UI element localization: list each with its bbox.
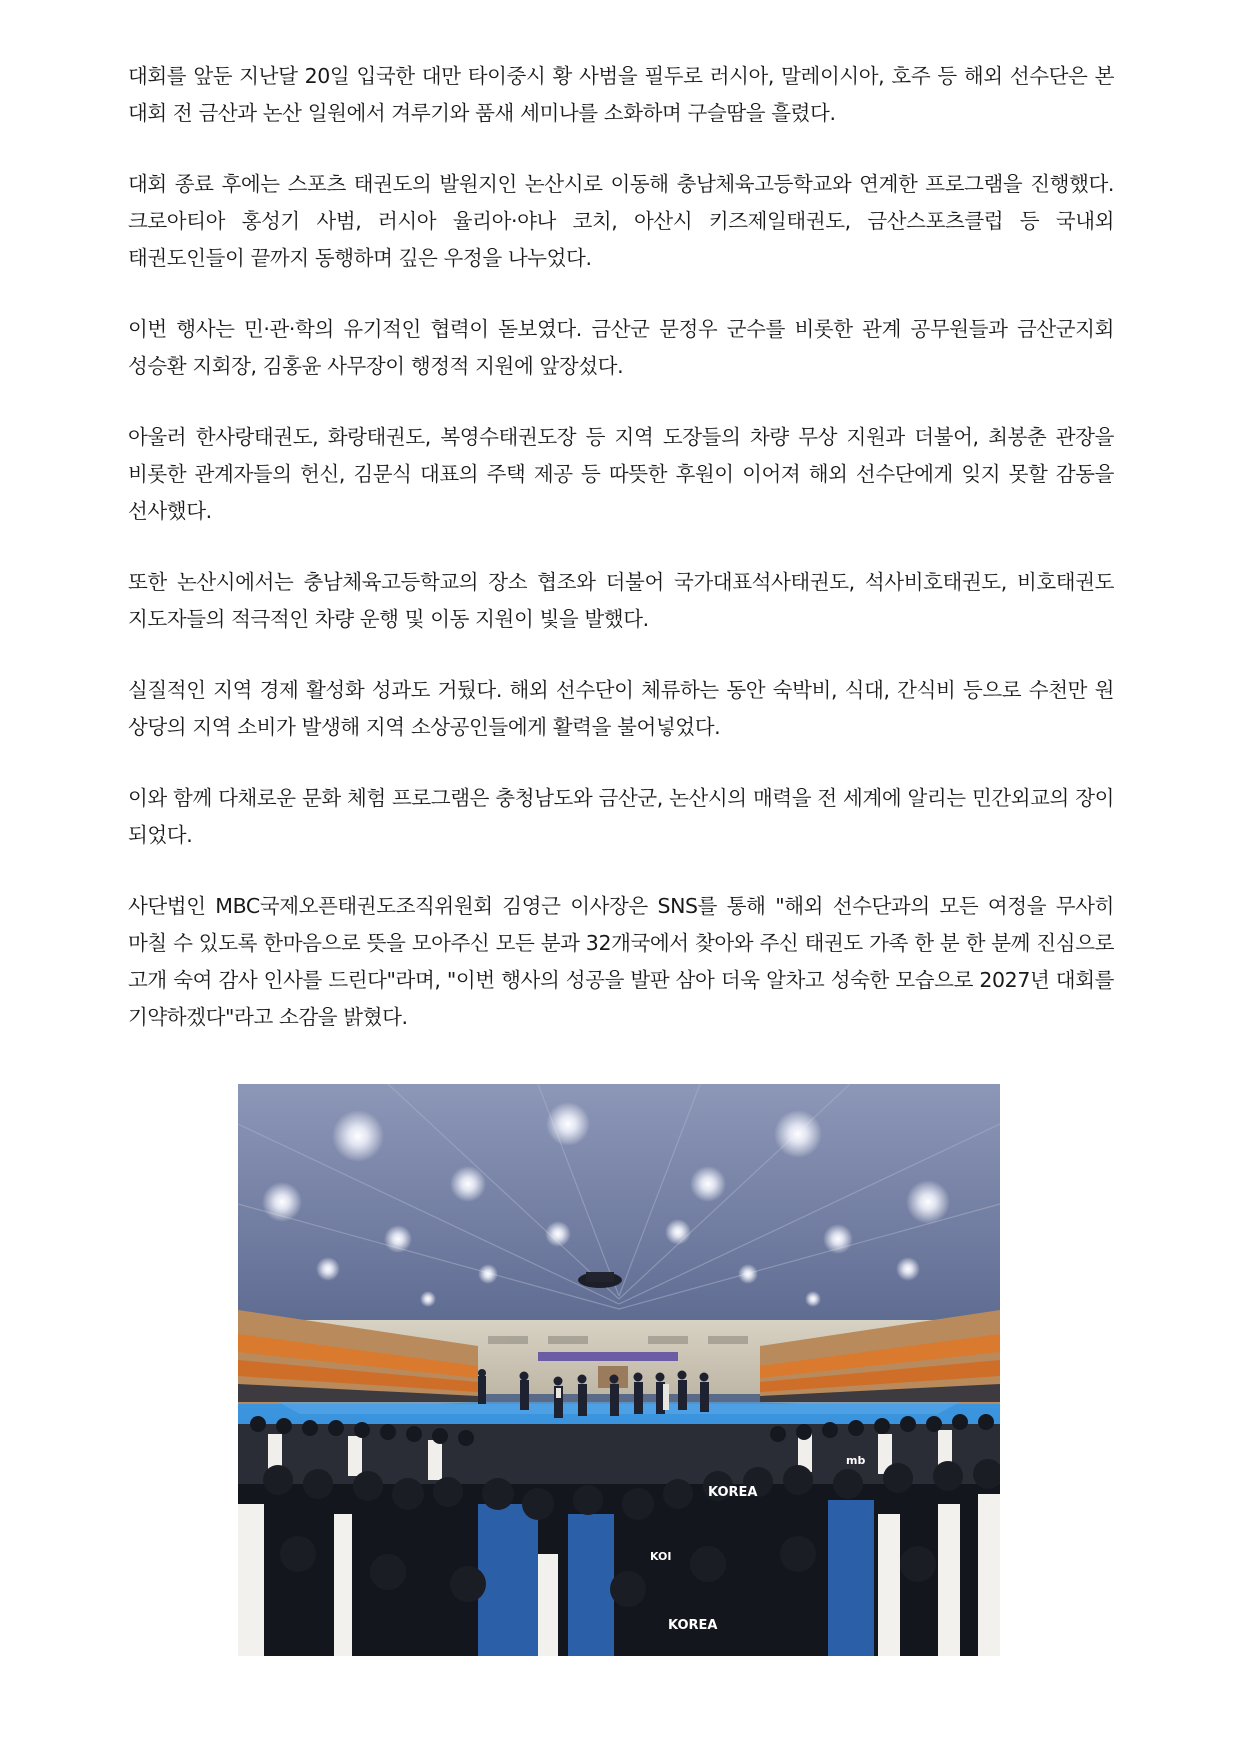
paragraph-8: 사단법인 MBC국제오픈태권도조직위원회 김영근 이사장은 SNS를 통해 "해외 선수단과의 모든 여정을 무사히 마칠 수 있도록 한마음으로 뜻을 모아주신 모든 분과 32개국에서 찾아와 주신 태권도 가족 한 분 한 분께 진심으로 고개 숙여 감사 인사를 드린다"라며, "이번 행사의 성공을 발판 삼아 더욱 알차고 성숙한 모습으로 2027년 대회를 기약하겠다"라고 소감을 밝혔다. (128, 894, 1114, 1029)
jersey-text-2: KOREA (668, 1618, 718, 1633)
article-body (128, 58, 1114, 1070)
gymnasium-photo (238, 1084, 1000, 1656)
paragraph-7: 이와 함께 다채로운 문화 체험 프로그램은 충청남도와 금산군, 논산시의 매력을 전 세계에 알리는 민간외교의 장이 되었다. (128, 786, 1115, 847)
wall-banner (538, 1352, 678, 1361)
paragraph-4: 아울러 한사랑태권도, 화랑태권도, 복영수태권도장 등 지역 도장들의 차량 무상 지원과 더불어, 최봉춘 관장을 비롯한 관계자들의 헌신, 김문식 대표의 주택 제공 등 따뜻한 후원이 이어져 해외 선수단에게 잊지 못할 감동을 선사했다. (128, 425, 1114, 523)
paragraph-2: 대회 종료 후에는 스포츠 태권도의 발원지인 논산시로 이동해 충남체육고등학교와 연계한 프로그램을 진행했다. 크로아티아 홍성기 사범, 러시아 율리아·야나 코치, 아산시 키즈제일태권도, 금산스포츠클럽 등 국내외 태권도인들이 끝까지 동행하며 깊은 우정을 나누었다. (128, 172, 1114, 270)
paragraph-5: 또한 논산시에서는 충남체육고등학교의 장소 협조와 더불어 국가대표석사태권도, 석사비호태권도, 비호태권도 지도자들의 적극적인 차량 운행 및 이동 지원이 빛을 발했다. (128, 570, 1114, 631)
paragraph-1: 대회를 앞둔 지난달 20일 입국한 대만 타이중시 황 사범을 필두로 러시아, 말레이시아, 호주 등 해외 선수단은 본 대회 전 금산과 논산 일원에서 겨루기와 품새 세미나를 소화하며 구슬땀을 흘렸다. (128, 64, 1114, 125)
jersey-text-1: KOREA (708, 1485, 758, 1500)
jersey-text-3: KOI (650, 1550, 672, 1563)
paragraph-6: 실질적인 지역 경제 활성화 성과도 거뒀다. 해외 선수단이 체류하는 동안 숙박비, 식대, 간식비 등으로 수천만 원 상당의 지역 소비가 발생해 지역 소상공인들에게 활력을 불어넣었다. (128, 678, 1114, 739)
crowd-foreground (238, 1459, 1000, 1656)
gymnasium-illustration (238, 1084, 1000, 1656)
jersey-text-4: mb (846, 1454, 866, 1467)
paragraph-3: 이번 행사는 민·관·학의 유기적인 협력이 돋보였다. 금산군 문정우 군수를 비롯한 관계 공무원들과 금산군지회 성승환 지회장, 김홍윤 사무장이 행정적 지원에 앞장섰다. (128, 317, 1114, 378)
speaker-cluster (578, 1272, 622, 1288)
